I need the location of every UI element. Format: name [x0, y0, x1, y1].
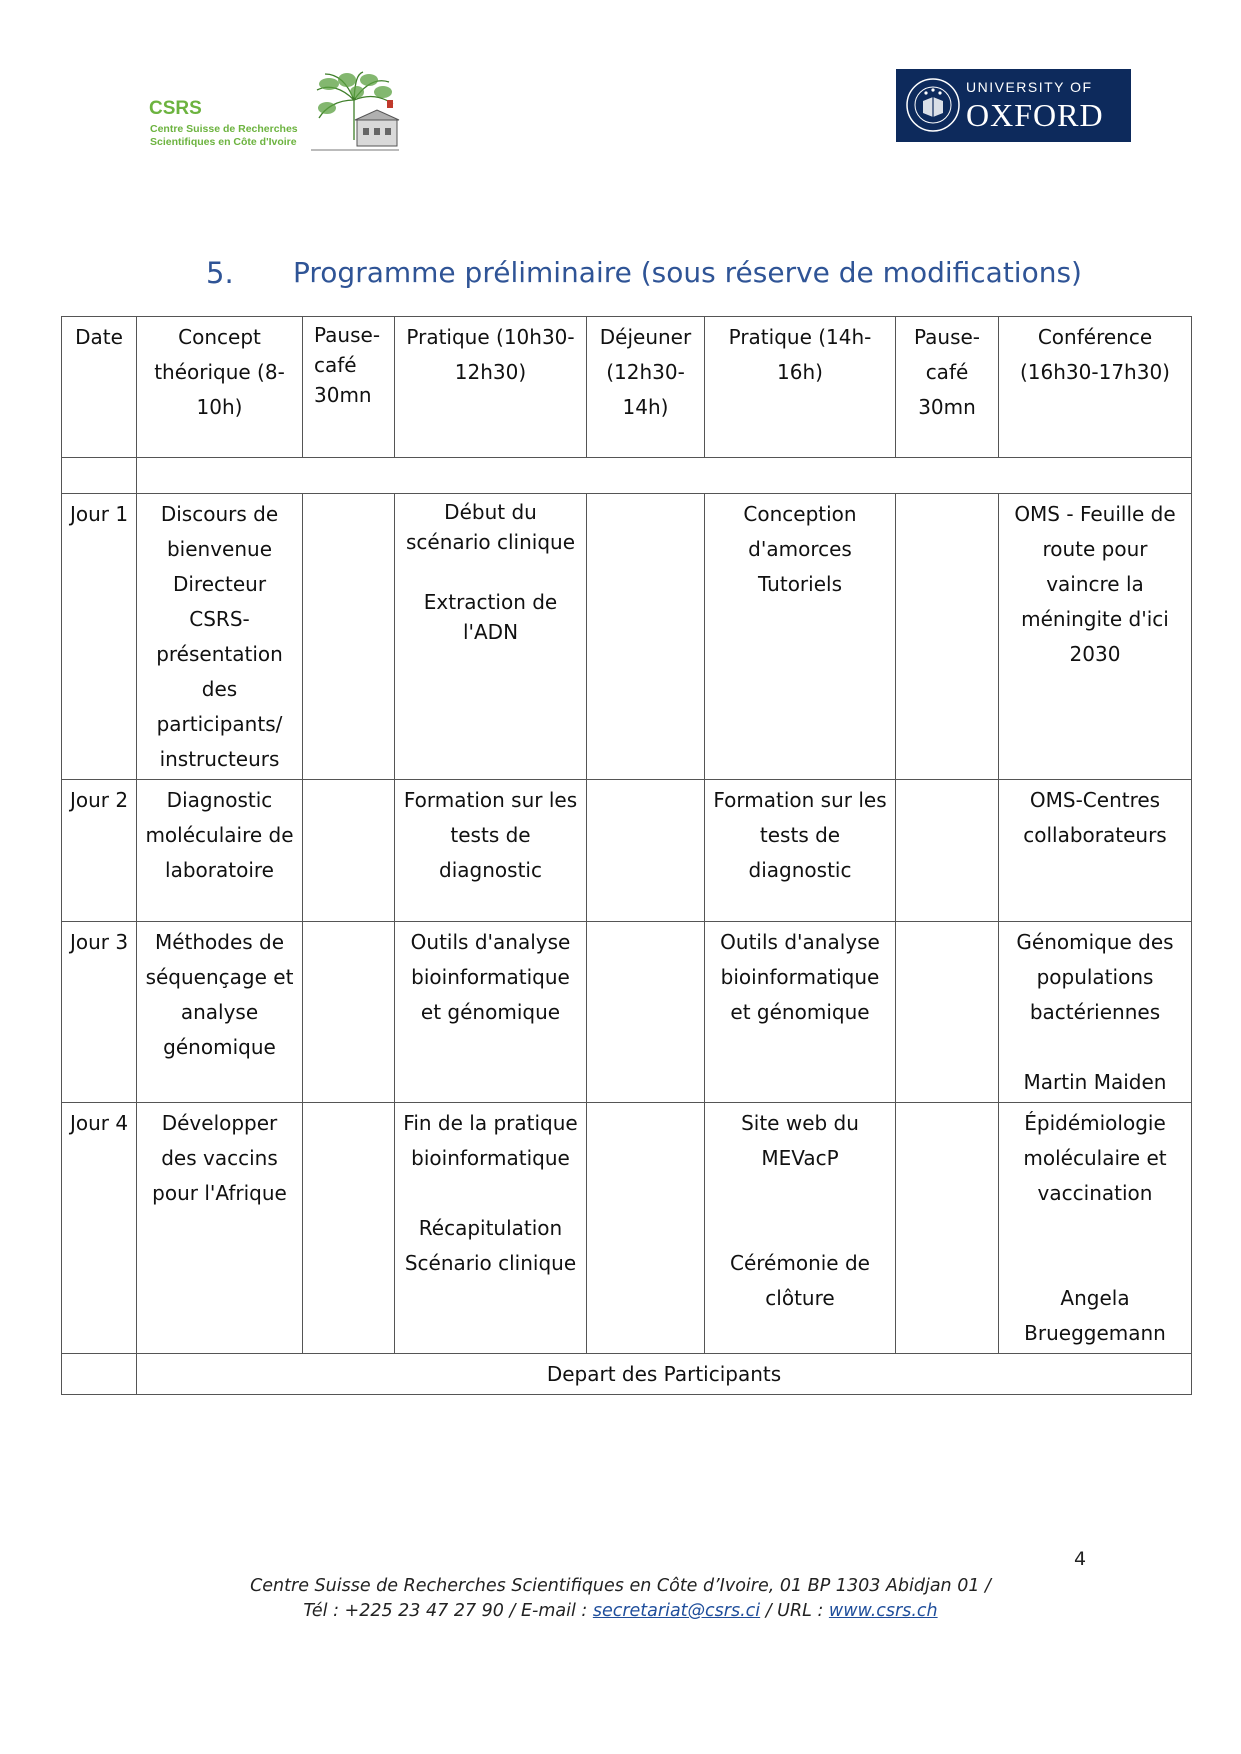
footer-contact	[0, 1599, 1241, 1624]
footer	[0, 1574, 1241, 1624]
concept-cell: Développer des vaccins pour l'Afrique	[137, 1103, 303, 1354]
pause-cell	[896, 780, 999, 922]
conference-cell: Génomique des populations bactériennes Martin Maiden	[999, 922, 1192, 1103]
departure-cell: Depart des Participants	[137, 1354, 1192, 1395]
day-cell: Jour 4	[62, 1103, 137, 1354]
table-row	[62, 922, 1192, 1103]
header-conference: Conférence (16h30-17h30)	[999, 317, 1192, 458]
header-concept: Concept théorique (8-10h)	[137, 317, 303, 458]
pratique-2-cell: Site web du MEVacP Cérémonie de clôture	[705, 1103, 896, 1354]
page-number: 4	[1074, 1548, 1087, 1570]
csrs-logo-name: CSRS	[149, 98, 202, 119]
oxford-seal-icon	[905, 77, 961, 133]
table-row	[62, 1103, 1192, 1354]
pratique-1-cell: Formation sur les tests de diagnostic	[395, 780, 587, 922]
departure-date-cell	[62, 1354, 137, 1395]
header-pratique-2: Pratique (14h-16h)	[705, 317, 896, 458]
pratique-1-cell: Outils d'analyse bioinformatique et génomique	[395, 922, 587, 1103]
pause-cell	[896, 922, 999, 1103]
pause-cell	[303, 780, 395, 922]
pratique-1-cell: Début du scénario clinique Extraction de l'ADN	[395, 494, 587, 780]
table-row	[62, 780, 1192, 922]
concept-cell: Méthodes de séquençage et analyse génomique	[137, 922, 303, 1103]
oxford-logo	[896, 69, 1131, 142]
conference-cell: OMS - Feuille de route pour vaincre la méningite d'ici 2030	[999, 494, 1192, 780]
header-pratique-1: Pratique (10h30-12h30)	[395, 317, 587, 458]
pratique-1-cell: Fin de la pratique bioinformatique Récapitulation Scénario clinique	[395, 1103, 587, 1354]
csrs-logo-line1: Centre Suisse de Recherches	[150, 123, 298, 135]
dejeuner-cell	[587, 494, 705, 780]
csrs-logo-line2: Scientifiques en Côte d'Ivoire	[150, 136, 297, 148]
conference-cell: Épidémiologie moléculaire et vaccination Angela Brueggemann	[999, 1103, 1192, 1354]
footer-phone: Tél : +225 23 47 27 90 / E-mail :	[303, 1601, 593, 1621]
pratique-2-cell: Conception d'amorces Tutoriels	[705, 494, 896, 780]
day-cell: Jour 1	[62, 494, 137, 780]
blank-span-cell	[137, 458, 1192, 494]
conference-cell: OMS-Centres collaborateurs	[999, 780, 1192, 922]
section-title: Programme préliminaire (sous réserve de modifications)	[293, 256, 1082, 289]
dejeuner-cell	[587, 780, 705, 922]
blank-date-cell	[62, 458, 137, 494]
pause-cell	[303, 1103, 395, 1354]
palm-tree-building-icon	[307, 70, 402, 155]
pratique-2-cell: Outils d'analyse bioinformatique et génomique	[705, 922, 896, 1103]
website-link[interactable]: www.csrs.ch	[828, 1601, 938, 1621]
departure-row	[62, 1354, 1192, 1395]
concept-cell: Diagnostic moléculaire de laboratoire	[137, 780, 303, 922]
oxford-university-of: UNIVERSITY OF	[966, 79, 1093, 95]
footer-url-label: / URL :	[760, 1601, 829, 1621]
header-row	[62, 317, 1192, 458]
header-pause-1: Pause- café 30mn	[303, 317, 395, 458]
programme-table	[61, 316, 1192, 1395]
pause-cell	[303, 494, 395, 780]
pause-cell	[896, 494, 999, 780]
day-cell: Jour 2	[62, 780, 137, 922]
day-cell: Jour 3	[62, 922, 137, 1103]
pause-cell	[303, 922, 395, 1103]
concept-cell: Discours de bienvenue Directeur CSRS-présentation des participants/ instructeurs	[137, 494, 303, 780]
section-number: 5.	[206, 256, 234, 290]
pratique-2-cell: Formation sur les tests de diagnostic	[705, 780, 896, 922]
blank-row	[62, 458, 1192, 494]
dejeuner-cell	[587, 1103, 705, 1354]
dejeuner-cell	[587, 922, 705, 1103]
pause-cell	[896, 1103, 999, 1354]
header-pause-2: Pause-café 30mn	[896, 317, 999, 458]
email-link[interactable]: secretariat@csrs.ci	[592, 1601, 761, 1621]
header-dejeuner: Déjeuner (12h30-14h)	[587, 317, 705, 458]
csrs-logo	[147, 70, 402, 155]
oxford-name: OXFORD	[966, 97, 1104, 133]
header-date: Date	[62, 317, 137, 458]
footer-address: Centre Suisse de Recherches Scientifiques en Côte d’Ivoire, 01 BP 1303 Abidjan 01 /	[250, 1576, 991, 1596]
table-row	[62, 494, 1192, 780]
